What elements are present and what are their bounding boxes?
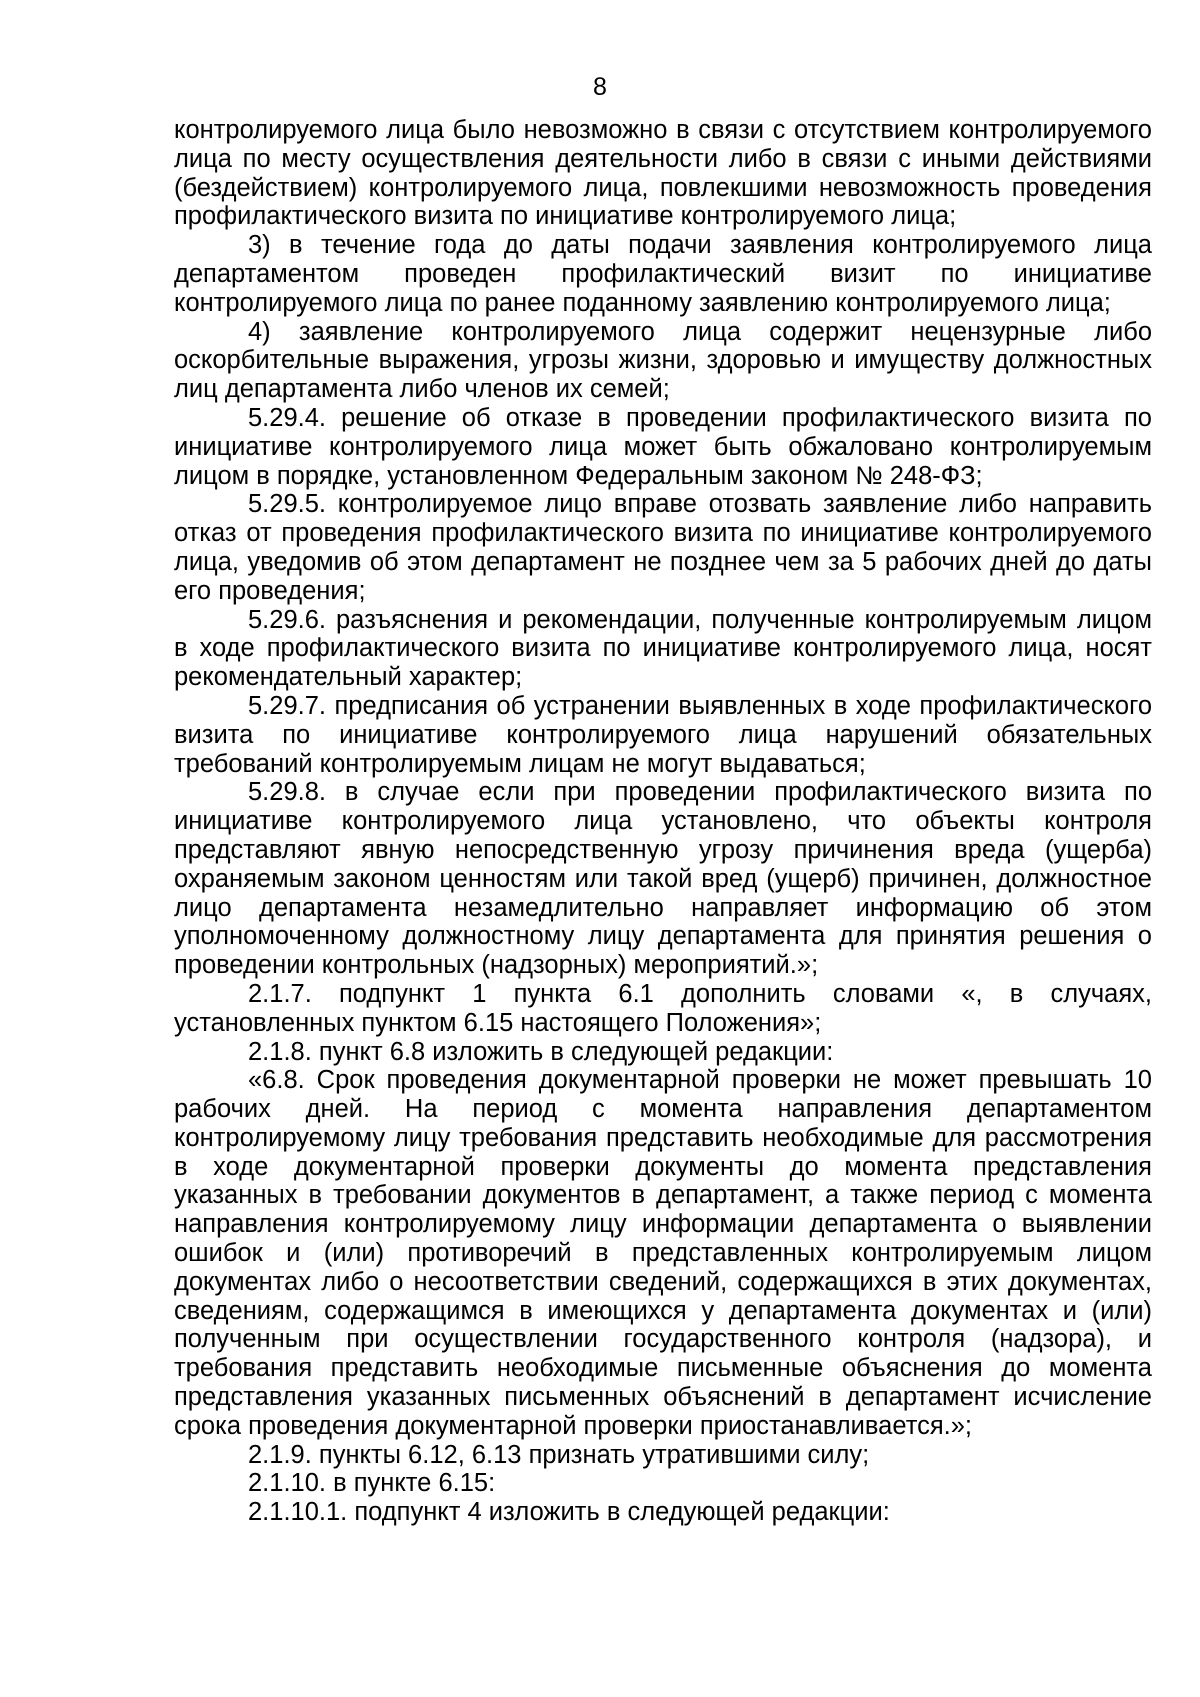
paragraph: 5.29.5. контролируемое лицо вправе отозвать заявление либо направить отказ от проведения профилактического визита по инициативе контролируемого лица, уведомив об этом департамент не позднее чем за 5 рабочих дней до даты его проведения; — [174, 490, 1152, 605]
paragraph: 2.1.7. подпункт 1 пункта 6.1 дополнить словами «, в случаях, установленных пунктом 6.15 настоящего Положения»; — [174, 979, 1152, 1037]
paragraph: 4) заявление контролируемого лица содержит нецензурные либо оскорбительные выражения, угрозы жизни, здоровью и имуществу должностных лиц департамента либо членов их семей; — [174, 317, 1152, 404]
paragraph: 2.1.9. пункты 6.12, 6.13 признать утратившими силу; — [248, 1440, 870, 1469]
paragraph: 3) в течение года до даты подачи заявления контролируемого лица департаментом проведен профилактический визит по инициативе контролируемого лица по ранее поданному заявлению контролируемого лица; — [174, 231, 1152, 317]
paragraph: 2.1.10. в пункте 6.15: — [248, 1469, 496, 1498]
paragraph: 5.29.4. решение об отказе в проведении профилактического визита по инициативе контролируемого лица может быть обжаловано контролируемым лицом в порядке, установленном Федеральным законом № 248-ФЗ; — [174, 403, 1152, 490]
paragraph: 5.29.8. в случае если при проведении профилактического визита по инициативе контролируемого лица установлено, что объекты контроля представляют явную непосредственную угрозу причинения вреда (ущерба) охраняемым законом ценностям или такой вред (ущерб) причинен, должностное лицо департамента незамедлительно направляет информацию об этом уполномоченному должностному лицу департамента для принятия решения о проведении контрольных (надзорных) мероприятий.»; — [174, 778, 1152, 980]
page-number: 8 — [593, 73, 607, 101]
paragraph: контролируемого лица было невозможно в связи с отсутствием контролируемого лица по месту осуществления деятельности либо в связи с иными действиями (бездействием) контролируемого лица, повлекшими невозможность проведения профилактического визита по инициативе контролируемого лица; — [174, 116, 1152, 231]
paragraph: 2.1.8. пункт 6.8 изложить в следующей редакции: — [248, 1037, 834, 1066]
paragraph: 5.29.6. разъяснения и рекомендации, полученные контролируемым лицом в ходе профилактического визита по инициативе контролируемого лица, носят рекомендательный характер; — [174, 605, 1152, 692]
paragraph: 5.29.7. предписания об устранении выявленных в ходе профилактического визита по инициативе контролируемого лица нарушений обязательных требований контролируемым лицам не могут выдаваться; — [174, 691, 1152, 778]
document-body — [174, 116, 1152, 1527]
paragraph: 2.1.10.1. подпункт 4 изложить в следующей редакции: — [248, 1498, 890, 1527]
paragraph: «6.8. Срок проведения документарной проверки не может превышать 10 рабочих дней. На период с момента направления департаментом контролируемому лицу требования представить необходимые для рассмотрения в ходе документарной проверки документы до момента представления указанных в требовании документов в департамент, а также период с момента направления контролируемому лицу информации департамента о выявлении ошибок и (или) противоречий в представленных контролируемым лицом документах либо о несоответствии сведений, содержащихся в этих документах, сведениям, содержащимся в имеющихся у департамента документах и (или) полученным при осуществлении государственного контроля (надзора), и требования представить необходимые письменные объяснения до момента представления указанных письменных объяснений в департамент исчисление срока проведения документарной проверки приостанавливается.»; — [174, 1066, 1152, 1440]
